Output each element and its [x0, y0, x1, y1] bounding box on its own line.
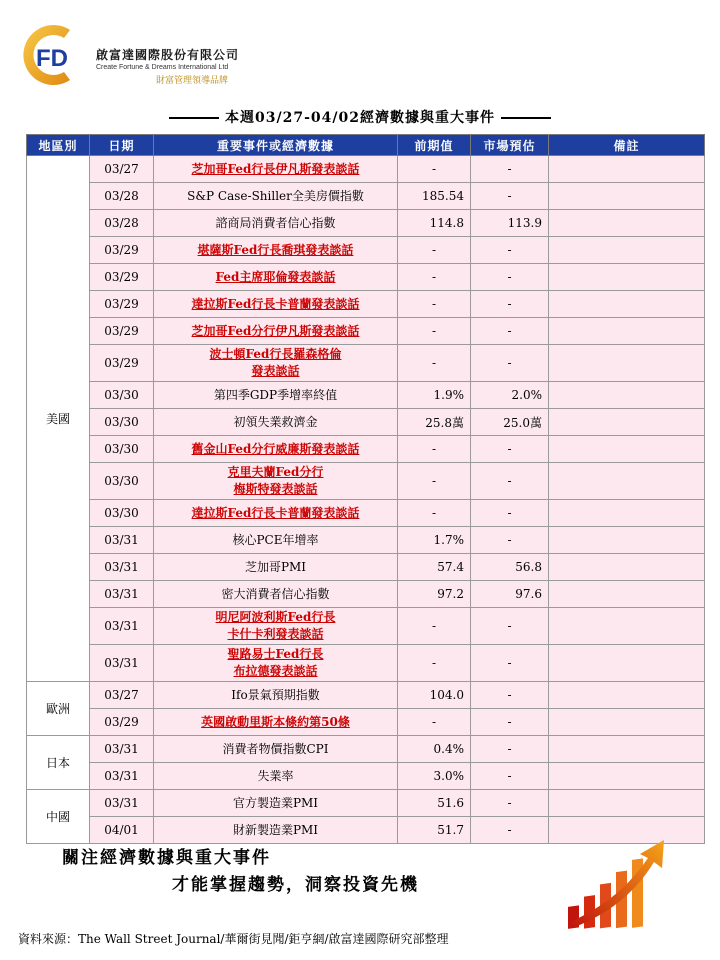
forecast-value-cell: - [471, 790, 549, 817]
previous-value-cell: - [398, 156, 471, 183]
page-title-wrap [0, 107, 720, 127]
data-source: 資料來源：The Wall Street Journal/華爾街見聞/鉅亨網/啟富達國際研究部整理 [18, 932, 449, 946]
table-row [27, 581, 705, 608]
table-row [27, 736, 705, 763]
table-row [27, 682, 705, 709]
event-text: 芝加哥PMI [244, 559, 307, 574]
event-text: 達拉斯Fed行長卡普蘭發表談話 [191, 296, 360, 311]
notes-cell [549, 291, 705, 318]
event-text: 堪薩斯Fed行長喬琪發表談話 [197, 242, 354, 257]
notes-cell [549, 183, 705, 210]
footer-slogan-line2: 才能掌握趨勢，洞察投資先機 [172, 875, 419, 895]
table-row [27, 709, 705, 736]
event-text: 消費者物價指數CPI [222, 741, 329, 756]
events-table [26, 134, 705, 844]
title-rule-right [501, 117, 551, 119]
event-cell [154, 709, 398, 736]
event-cell [154, 608, 398, 645]
notes-cell [549, 736, 705, 763]
table-header-row [27, 135, 705, 156]
table-row [27, 790, 705, 817]
footer-slogan-line1: 關注經濟數據與重大事件 [62, 848, 271, 868]
date-cell: 03/27 [90, 682, 154, 709]
previous-value-cell: - [398, 436, 471, 463]
forecast-value-cell: - [471, 645, 549, 682]
notes-cell [549, 318, 705, 345]
event-text: 卡什卡利發表談話 [227, 627, 324, 641]
notes-cell [549, 608, 705, 645]
company-logo [18, 20, 258, 90]
date-cell: 03/30 [90, 436, 154, 463]
date-cell: 03/27 [90, 156, 154, 183]
date-cell: 03/29 [90, 291, 154, 318]
event-text: 第四季GDP季增率終值 [213, 387, 338, 402]
previous-value-cell: 1.7% [398, 527, 471, 554]
event-text: 財新製造業PMI [232, 822, 319, 837]
event-cell [154, 318, 398, 345]
notes-cell [549, 581, 705, 608]
forecast-value-cell: - [471, 608, 549, 645]
event-cell [154, 382, 398, 409]
table-row [27, 237, 705, 264]
previous-value-cell: - [398, 318, 471, 345]
event-text: 舊金山Fed分行威廉斯發表談話 [191, 441, 360, 456]
previous-value-cell: 0.4% [398, 736, 471, 763]
forecast-value-cell: 56.8 [471, 554, 549, 581]
date-cell: 03/29 [90, 264, 154, 291]
previous-value-cell: - [398, 291, 471, 318]
event-text: 芝加哥Fed分行伊凡斯發表談話 [191, 323, 360, 338]
event-text: 英國啟動里斯本條約第50條 [201, 714, 350, 729]
notes-cell [549, 763, 705, 790]
date-cell: 03/29 [90, 709, 154, 736]
date-cell: 03/29 [90, 318, 154, 345]
forecast-value-cell: - [471, 264, 549, 291]
event-cell [154, 763, 398, 790]
header-region: 地區別 [27, 135, 90, 156]
forecast-value-cell: - [471, 736, 549, 763]
event-cell [154, 156, 398, 183]
event-text: S&P Case-Shiller全美房價指數 [187, 188, 364, 203]
forecast-value-cell: - [471, 500, 549, 527]
previous-value-cell: 1.9% [398, 382, 471, 409]
region-cell: 日本 [27, 736, 90, 790]
table-row [27, 264, 705, 291]
notes-cell [549, 709, 705, 736]
event-cell [154, 581, 398, 608]
table-row [27, 500, 705, 527]
notes-cell [549, 264, 705, 291]
previous-value-cell: - [398, 500, 471, 527]
forecast-value-cell: 25.0萬 [471, 409, 549, 436]
event-text: 克里夫蘭Fed分行 [227, 465, 324, 479]
event-text: 梅斯特發表談話 [233, 482, 318, 496]
notes-cell [549, 210, 705, 237]
notes-cell [549, 463, 705, 500]
previous-value-cell: 104.0 [398, 682, 471, 709]
notes-cell [549, 527, 705, 554]
event-text: 達拉斯Fed行長卡普蘭發表談話 [191, 505, 360, 520]
company-name-cn: 啟富達國際股份有限公司 [96, 48, 240, 62]
date-cell: 04/01 [90, 817, 154, 844]
date-cell: 03/30 [90, 500, 154, 527]
table-row [27, 345, 705, 382]
notes-cell [549, 345, 705, 382]
notes-cell [549, 645, 705, 682]
event-cell [154, 736, 398, 763]
event-text: 明尼阿波利斯Fed行長 [215, 610, 336, 624]
date-cell: 03/29 [90, 345, 154, 382]
previous-value-cell: - [398, 709, 471, 736]
event-text: 核心PCE年增率 [232, 532, 319, 547]
event-text: 芝加哥Fed行長伊凡斯發表談話 [191, 161, 360, 176]
table-row [27, 183, 705, 210]
date-cell: 03/31 [90, 763, 154, 790]
header-notes: 備註 [549, 135, 705, 156]
company-slogan: 財富管理領導品牌 [156, 76, 229, 86]
event-cell [154, 645, 398, 682]
previous-value-cell: - [398, 264, 471, 291]
table-row [27, 436, 705, 463]
notes-cell [549, 790, 705, 817]
previous-value-cell: - [398, 345, 471, 382]
forecast-value-cell: - [471, 237, 549, 264]
notes-cell [549, 382, 705, 409]
event-cell [154, 554, 398, 581]
header-forecast: 市場預估 [471, 135, 549, 156]
previous-value-cell: 51.6 [398, 790, 471, 817]
previous-value-cell: 51.7 [398, 817, 471, 844]
region-cell: 美國 [27, 156, 90, 682]
event-cell [154, 291, 398, 318]
previous-value-cell: - [398, 463, 471, 500]
previous-value-cell: - [398, 608, 471, 645]
header-date: 日期 [90, 135, 154, 156]
growth-arrow-icon [560, 830, 680, 945]
forecast-value-cell: - [471, 763, 549, 790]
event-cell [154, 409, 398, 436]
event-text: Fed主席耶倫發表談話 [215, 269, 336, 284]
event-cell [154, 527, 398, 554]
date-cell: 03/31 [90, 608, 154, 645]
event-text: 失業率 [257, 768, 294, 783]
forecast-value-cell: 113.9 [471, 210, 549, 237]
event-cell [154, 817, 398, 844]
previous-value-cell: 185.54 [398, 183, 471, 210]
notes-cell [549, 500, 705, 527]
notes-cell [549, 156, 705, 183]
date-cell: 03/30 [90, 382, 154, 409]
event-cell [154, 436, 398, 463]
date-cell: 03/28 [90, 210, 154, 237]
previous-value-cell: 114.8 [398, 210, 471, 237]
notes-cell [549, 554, 705, 581]
event-cell [154, 463, 398, 500]
event-cell [154, 345, 398, 382]
date-cell: 03/31 [90, 736, 154, 763]
previous-value-cell: 97.2 [398, 581, 471, 608]
event-text: 官方製造業PMI [232, 795, 319, 810]
notes-cell [549, 237, 705, 264]
title-rule-left [169, 117, 219, 119]
event-text: 密大消費者信心指數 [221, 586, 330, 601]
forecast-value-cell: - [471, 709, 549, 736]
table-row [27, 318, 705, 345]
date-cell: 03/31 [90, 554, 154, 581]
table-row [27, 409, 705, 436]
event-text: 發表談話 [251, 364, 300, 378]
event-text: 初領失業救濟金 [233, 414, 318, 429]
table-row [27, 210, 705, 237]
event-cell [154, 264, 398, 291]
forecast-value-cell: - [471, 183, 549, 210]
table-row [27, 763, 705, 790]
event-text: 波士頓Fed行長羅森格倫 [209, 347, 342, 361]
table-row [27, 156, 705, 183]
table-body [27, 156, 705, 844]
forecast-value-cell: 2.0% [471, 382, 549, 409]
header-previous: 前期值 [398, 135, 471, 156]
previous-value-cell: - [398, 645, 471, 682]
forecast-value-cell: 97.6 [471, 581, 549, 608]
table-row [27, 645, 705, 682]
event-text: 布拉德發表談話 [233, 664, 318, 678]
previous-value-cell: 3.0% [398, 763, 471, 790]
forecast-value-cell: - [471, 436, 549, 463]
event-cell [154, 183, 398, 210]
date-cell: 03/31 [90, 581, 154, 608]
previous-value-cell: 57.4 [398, 554, 471, 581]
event-cell [154, 210, 398, 237]
company-name-en: Create Fortune & Dreams International Ltd [96, 64, 229, 71]
region-cell: 中國 [27, 790, 90, 844]
table-row [27, 463, 705, 500]
logo-mark-icon [18, 20, 88, 90]
table-row [27, 527, 705, 554]
date-cell: 03/31 [90, 790, 154, 817]
event-text: Ifo景氣預期指數 [231, 687, 320, 702]
table-row [27, 291, 705, 318]
previous-value-cell: - [398, 237, 471, 264]
header-event: 重要事件或經濟數據 [154, 135, 398, 156]
forecast-value-cell: - [471, 156, 549, 183]
notes-cell [549, 436, 705, 463]
forecast-value-cell: - [471, 463, 549, 500]
forecast-value-cell: - [471, 527, 549, 554]
forecast-value-cell: - [471, 291, 549, 318]
previous-value-cell: 25.8萬 [398, 409, 471, 436]
event-text: 聖路易士Fed行長 [227, 647, 324, 661]
date-cell: 03/31 [90, 527, 154, 554]
forecast-value-cell: - [471, 682, 549, 709]
date-cell: 03/29 [90, 237, 154, 264]
region-cell: 歐洲 [27, 682, 90, 736]
event-text: 諮商局消費者信心指數 [215, 215, 336, 230]
date-cell: 03/28 [90, 183, 154, 210]
event-cell [154, 237, 398, 264]
forecast-value-cell: - [471, 318, 549, 345]
table-row [27, 382, 705, 409]
event-cell [154, 790, 398, 817]
forecast-value-cell: - [471, 345, 549, 382]
table-row [27, 554, 705, 581]
table-row [27, 608, 705, 645]
date-cell: 03/31 [90, 645, 154, 682]
page-title: 本週03/27-04/02經濟數據與重大事件 [225, 110, 495, 126]
logo-letters: FD [36, 45, 68, 72]
notes-cell [549, 682, 705, 709]
notes-cell [549, 409, 705, 436]
date-cell: 03/30 [90, 409, 154, 436]
forecast-value-cell: - [471, 817, 549, 844]
event-cell [154, 500, 398, 527]
date-cell: 03/30 [90, 463, 154, 500]
event-cell [154, 682, 398, 709]
